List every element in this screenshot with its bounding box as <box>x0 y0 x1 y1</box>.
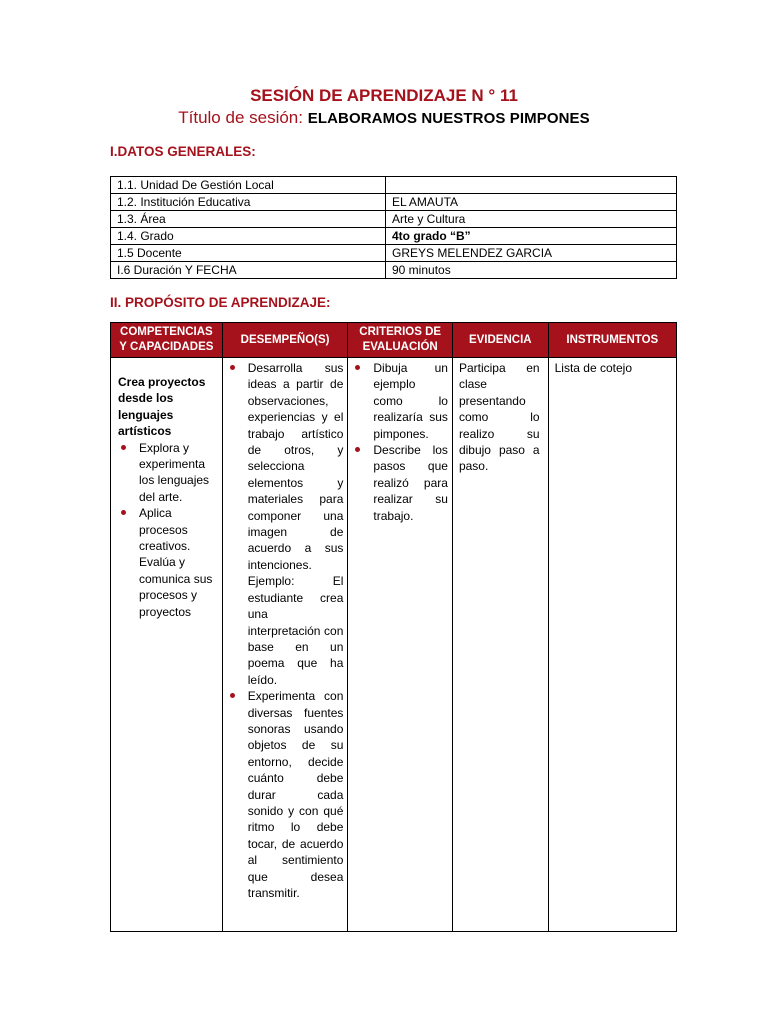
row-value: 90 minutos <box>386 262 677 279</box>
row-value: GREYS MELENDEZ GARCIA <box>386 245 677 262</box>
row-label: 1.4. Grado <box>111 228 386 245</box>
column-header-instrumentos: INSTRUMENTOS <box>548 323 676 358</box>
table-header-row <box>111 323 677 358</box>
row-value: 4to grado “B” <box>386 228 677 245</box>
list-item: Dibuja un ejemplo como lo realizaría sus pimpones. <box>351 360 448 442</box>
table-row <box>111 262 677 279</box>
table-row <box>111 177 677 194</box>
desempenos-cell <box>222 358 348 932</box>
subtitle-label: Título de sesión: <box>178 108 303 127</box>
column-header-competencias: COMPETENCIAS Y CAPACIDADES <box>111 323 223 358</box>
row-value: Arte y Cultura <box>386 211 677 228</box>
row-label: 1.5 Docente <box>111 245 386 262</box>
list-item: Desarrolla sus ideas a partir de observaciones, experiencias y el trabajo artístico de otros, y selecciona elementos y materiales para componer una imagen de acuerdo a sus intenciones. Ejemplo: El estudiante crea una interpretación con base en un poema que ha leído. <box>226 360 344 688</box>
list-item: Describe los pasos que realizó para realizar su trabajo. <box>351 442 448 524</box>
table-row <box>111 194 677 211</box>
criterios-cell <box>348 358 453 932</box>
table-row <box>111 358 677 932</box>
table-row <box>111 211 677 228</box>
general-data-table <box>110 176 677 279</box>
column-header-criterios: CRITERIOS DE EVALUACIÓN <box>348 323 453 358</box>
column-header-desempenos: DESEMPEÑO(S) <box>222 323 348 358</box>
list-item: Aplica procesos creativos. <box>117 505 216 554</box>
competencias-cell <box>111 358 223 932</box>
capacidades-list <box>117 440 216 555</box>
capacidad-extra: Evalúa y comunica sus procesos y proyectos <box>139 555 213 619</box>
row-label: I.6 Duración Y FECHA <box>111 262 386 279</box>
competencia-title: Crea proyectos desde los lenguajes artísticos <box>118 375 206 439</box>
instrumentos-cell <box>548 358 676 932</box>
row-value: EL AMAUTA <box>386 194 677 211</box>
row-label: 1.1. Unidad De Gestión Local <box>111 177 386 194</box>
table-row <box>111 245 677 262</box>
evidencia-cell <box>452 358 548 932</box>
list-item: Experimenta con diversas fuentes sonoras usando objetos de su entorno, decide cuánto debe durar cada sonido y con qué ritmo lo debe tocar, de acuerdo al sentimiento que desea transmitir. <box>226 688 344 901</box>
session-title: SESIÓN DE APRENDIZAJE N ° 11 <box>250 86 518 105</box>
column-header-evidencia: EVIDENCIA <box>452 323 548 358</box>
subtitle-value: ELABORAMOS NUESTROS PIMPONES <box>307 110 590 127</box>
section-heading-datos-generales: I.DATOS GENERALES: <box>110 144 256 159</box>
purpose-table <box>110 322 677 932</box>
instrumentos-text: Lista de cotejo <box>554 361 632 375</box>
section-heading-proposito: II. PROPÓSITO DE APRENDIZAJE: <box>110 295 331 310</box>
row-label: 1.2. Institución Educativa <box>111 194 386 211</box>
session-subtitle <box>0 108 768 128</box>
row-label: 1.3. Área <box>111 211 386 228</box>
table-row <box>111 228 677 245</box>
list-item: Explora y experimenta los lenguajes del arte. <box>117 440 216 506</box>
row-value <box>386 177 677 194</box>
evidencia-text: Participa en clase presentando como lo realizo su dibujo paso a paso. <box>458 361 540 474</box>
